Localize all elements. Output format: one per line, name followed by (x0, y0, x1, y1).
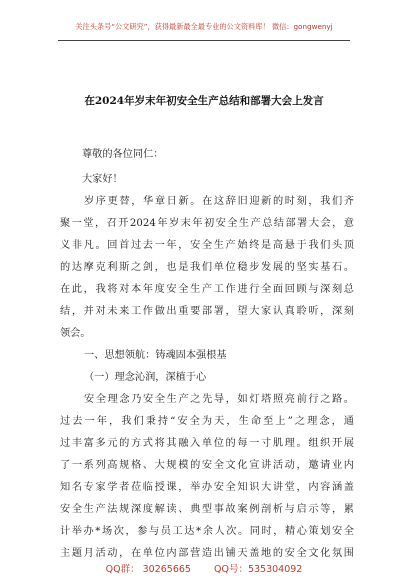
body-line: 义非凡。回首过去一年，安全生产始终是高悬于我们头顶 (60, 240, 354, 251)
body-line: 在此，我将对本年度安全生产工作进行全面回顾与深刻总 (60, 284, 354, 295)
body-line: 安全理念乃安全生产之先导，如灯塔照亮前行之路。 (84, 394, 354, 405)
body-line: 岁序更替，华章日新。在这辞旧迎新的时刻，我们齐 (84, 196, 354, 207)
footer-contacts (0, 561, 408, 575)
body-line: 结，并对未来工作做出重要部署，望大家认真聆听，深刻 (60, 306, 354, 317)
subsection-heading: （一）理念沁润，深植于心 (84, 372, 207, 383)
body-line: 的达摩克利斯之剑，也是我们单位稳步发展的坚实基石。 (60, 262, 354, 273)
body-line: 安全生产法规深度解读、典型事故案例剖析与启示等，累 (60, 504, 354, 515)
body-line: 过去一年，我们秉持“安全为天，生命至上”之理念，通 (60, 416, 354, 427)
body-line: 尊敬的各位同仁： (82, 149, 164, 160)
body-line: 大家好！ (82, 174, 123, 185)
body-line: 聚一堂，召开2024年岁末年初安全生产总结部署大会，意 (60, 218, 354, 229)
body-line: 计举办*场次，参与员工达*余人次。同时，精心策划安全 (60, 526, 354, 537)
footer-qq-number: QQ号：535304092 (214, 564, 303, 575)
footer-qq-group: QQ群： 30265665 (105, 564, 191, 575)
section-heading: 一、思想领航：铸魂固本强根基 (84, 350, 227, 361)
header-note: 关注头条号“公文研究”，获得最新最全最专业的公文资料库！ 微信：gongwenyj (75, 22, 333, 31)
body-line: 领会。 (60, 328, 91, 339)
body-line: 了一系列高规格、大规模的安全文化宣讲活动，邀请业内 (60, 460, 354, 471)
body-line: 过丰富多元的方式将其融入单位的每一寸肌理。组织开展 (60, 438, 354, 449)
header-rule (58, 40, 350, 41)
body-line: 主题月活动，在单位内部营造出铺天盖地的安全文化氛围 (60, 548, 354, 559)
document-title: 在2024年岁末年初安全生产总结和部署大会上发言 (84, 95, 324, 107)
body-line: 知名专家学者莅临授课，举办安全知识大讲堂，内容涵盖 (60, 482, 354, 493)
